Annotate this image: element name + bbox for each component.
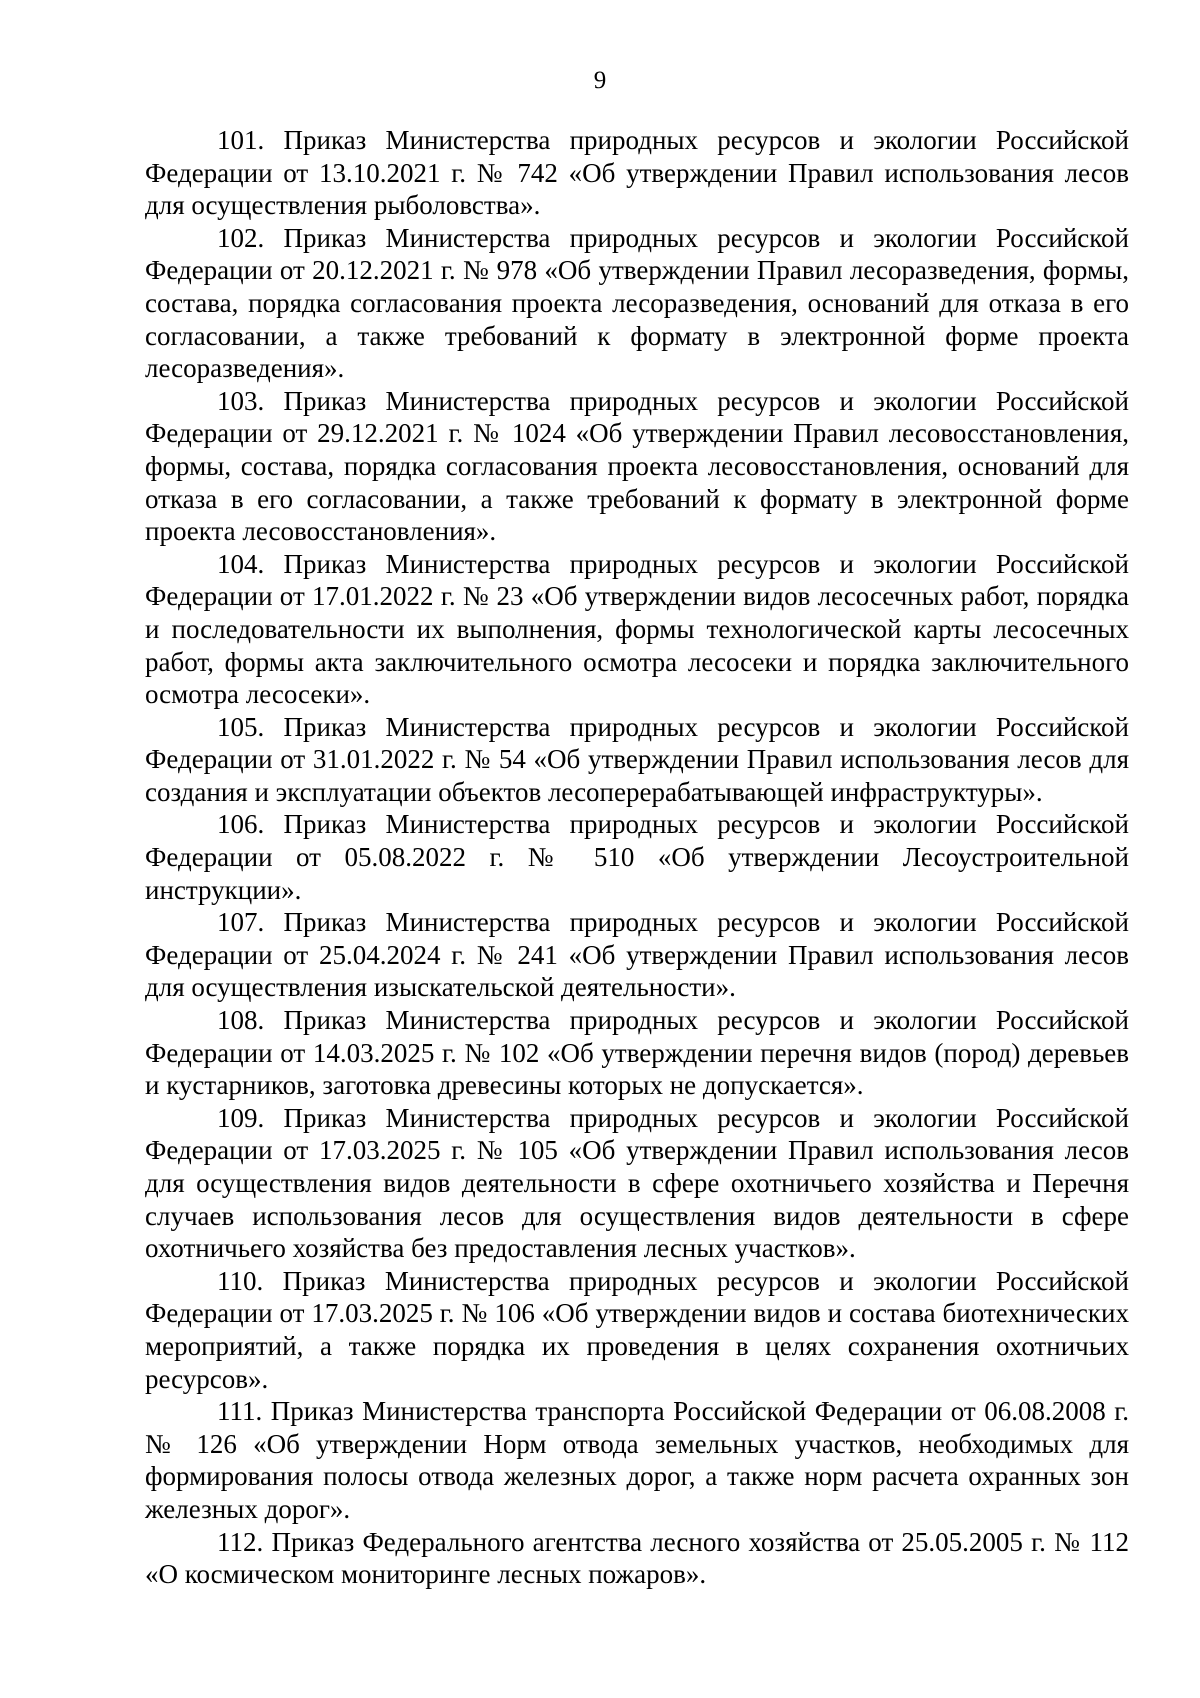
list-item: 112. Приказ Федерального агентства лесного хозяйства от 25.05.2005 г. № 112 «О космическом мониторинге лесных пожаров». — [145, 1526, 1129, 1590]
list-item: 103. Приказ Министерства природных ресурсов и экологии Российской Федерации от 29.12.2021 г. № 1024 «Об утверждении Правил лесовосстановления, формы, состава, порядка согласования проекта лесовосстановления, оснований для отказа в его согласовании, а также требований к формату в электронной форме проекта лесовосстановления». — [145, 385, 1129, 547]
document-body — [145, 124, 1129, 1591]
list-item: 105. Приказ Министерства природных ресурсов и экологии Российской Федерации от 31.01.2022 г. № 54 «Об утверждении Правил использования лесов для создания и эксплуатации объектов лесоперерабатывающей инфраструктуры». — [145, 711, 1129, 807]
page-number: 9 — [593, 67, 607, 94]
list-item: 106. Приказ Министерства природных ресурсов и экологии Российской Федерации от 05.08.2022 г. № 510 «Об утверждении Лесоустроительной инструкции». — [145, 809, 1129, 905]
list-item: 111. Приказ Министерства транспорта Российской Федерации от 06.08.2008 г. № 126 «Об утверждении Норм отвода земельных участков, необходимых для формирования полосы отвода железных дорог, а также норм расчета охранных зон железных дорог». — [145, 1396, 1129, 1524]
list-item: 110. Приказ Министерства природных ресурсов и экологии Российской Федерации от 17.03.2025 г. № 106 «Об утверждении видов и состава биотехнических мероприятий, а также порядка их проведения в целях сохранения охотничьих ресурсов». — [145, 1265, 1129, 1394]
list-item: 104. Приказ Министерства природных ресурсов и экологии Российской Федерации от 17.01.2022 г. № 23 «Об утверждении видов лесосечных работ, порядка и последовательности их выполнения, формы технологической карты лесосечных работ, формы акта заключительного осмотра лесосеки и порядка заключительного осмотра лесосеки». — [145, 548, 1129, 710]
list-item: 102. Приказ Министерства природных ресурсов и экологии Российской Федерации от 20.12.2021 г. № 978 «Об утверждении Правил лесоразведения, формы, состава, порядка согласования проекта лесоразведения, оснований для отказа в его согласовании, а также требований к формату в электронной форме проекта лесоразведения». — [145, 222, 1129, 384]
list-item: 107. Приказ Министерства природных ресурсов и экологии Российской Федерации от 25.04.2024 г. № 241 «Об утверждении Правил использования лесов для осуществления изыскательской деятельности». — [145, 907, 1129, 1003]
list-item: 108. Приказ Министерства природных ресурсов и экологии Российской Федерации от 14.03.2025 г. № 102 «Об утверждении перечня видов (пород) деревьев и кустарников, заготовка древесины которых не допускается». — [145, 1005, 1129, 1101]
list-item: 109. Приказ Министерства природных ресурсов и экологии Российской Федерации от 17.03.2025 г. № 105 «Об утверждении Правил использования лесов для осуществления видов деятельности в сфере охотничьего хозяйства и Перечня случаев использования лесов для осуществления видов деятельности в сфере охотничьего хозяйства без предоставления лесных участков». — [145, 1102, 1129, 1264]
list-item: 101. Приказ Министерства природных ресурсов и экологии Российской Федерации от 13.10.2021 г. № 742 «Об утверждении Правил использования лесов для осуществления рыболовства». — [145, 125, 1129, 221]
